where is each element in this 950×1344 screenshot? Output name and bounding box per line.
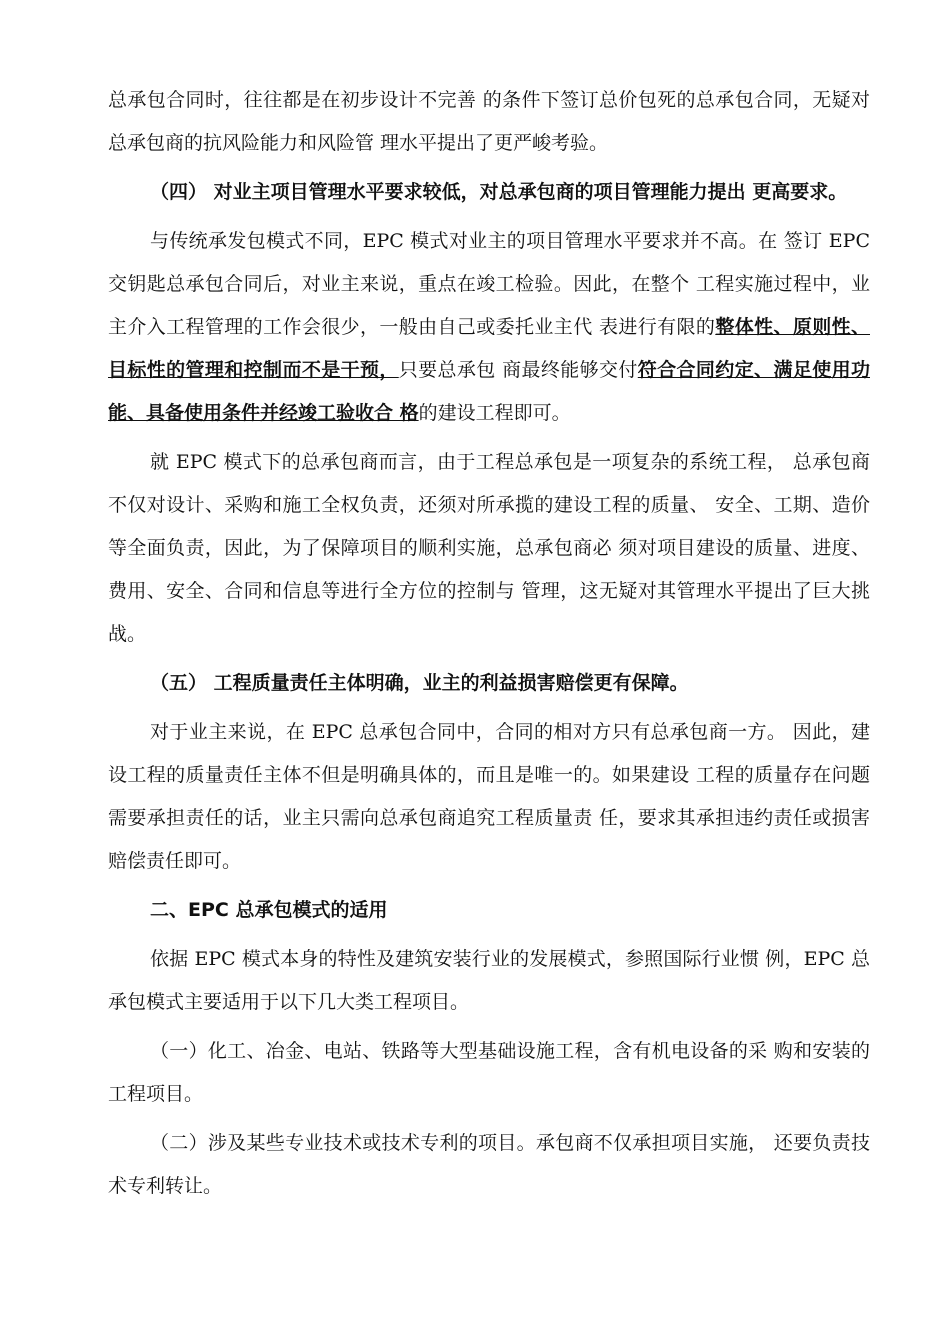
paragraph-applicability-item-2: （二）涉及某些专业技术或技术专利的项目。承包商不仅承担项目实施， 还要负责技术专利转让。 — [108, 1132, 870, 1197]
paragraph-risk-continuation: 总承包合同时，往往都是在初步设计不完善 的条件下签订总价包死的总承包合同，无疑对总承包商的抗风险能力和风险管 理水平提出了更严峻考验。 — [108, 89, 870, 154]
paragraph-owner-management — [108, 220, 870, 435]
paragraph-contractor-challenge: 就 EPC 模式下的总承包商而言，由于工程总承包是一项复杂的系统工程， 总承包商不仅对设计、采购和施工全权负责，还须对所承揽的建设工程的质量、 安全、工期、造价等全面负责，因此，为了保障项目的顺利实施，总承包商必 须对项目建设的质量、进度、费用、安全、合同和信息等进行全方位的控制与 管理，这无疑对其管理水平提出了巨大挑战。 — [108, 451, 870, 645]
paragraph-applicability-item-1: （一）化工、冶金、电站、铁路等大型基础设施工程，含有机电设备的采 购和安装的工程项目。 — [108, 1040, 870, 1105]
heading-chapter-2: 二、EPC 总承包模式的适用 — [150, 899, 388, 921]
heading-section-5: （五） 工程质量责任主体明确，业主的利益损害赔偿更有保障。 — [150, 672, 689, 694]
underlined-phrase-management-control: 整体性、原则性、目标性的管理和控制而不是干预， — [108, 316, 870, 381]
paragraph-owner-management-text-a: 与传统承发包模式不同，EPC 模式对业主的项目管理水平要求并不高。在 签订 EPC 交钥匙总承包合同后，对业主来说，重点在竣工检验。因此，在整个 工程实施过程中，业主介入工程管理的工作会很少，一般由自己或委托业主代 表进行有限的 — [108, 230, 870, 338]
paragraph-owner-management-text-b: 只要总承包 商最终能够交付 — [398, 359, 638, 381]
paragraph-owner-management-text-c: 的建设工程即可。 — [418, 402, 571, 424]
paragraph-applicability-intro: 依据 EPC 模式本身的特性及建筑安装行业的发展模式，参照国际行业惯 例，EPC 总承包模式主要适用于以下几大类工程项目。 — [108, 948, 870, 1013]
heading-section-4: （四） 对业主项目管理水平要求较低，对总承包商的项目管理能力提出 更高要求。 — [150, 181, 848, 203]
underlined-phrase-contract-acceptance: 符合合同约定、满足使用功能、具备使用条件并经竣工验收合 格 — [108, 359, 870, 424]
paragraph-quality-responsibility: 对于业主来说，在 EPC 总承包合同中，合同的相对方只有总承包商一方。 因此，建设工程的质量责任主体不但是明确具体的，而且是唯一的。如果建设 工程的质量存在问题需要承担责任的话，业主只需向总承包商追究工程质量责 任，要求其承担违约责任或损害赔偿责任即可。 — [108, 721, 870, 872]
